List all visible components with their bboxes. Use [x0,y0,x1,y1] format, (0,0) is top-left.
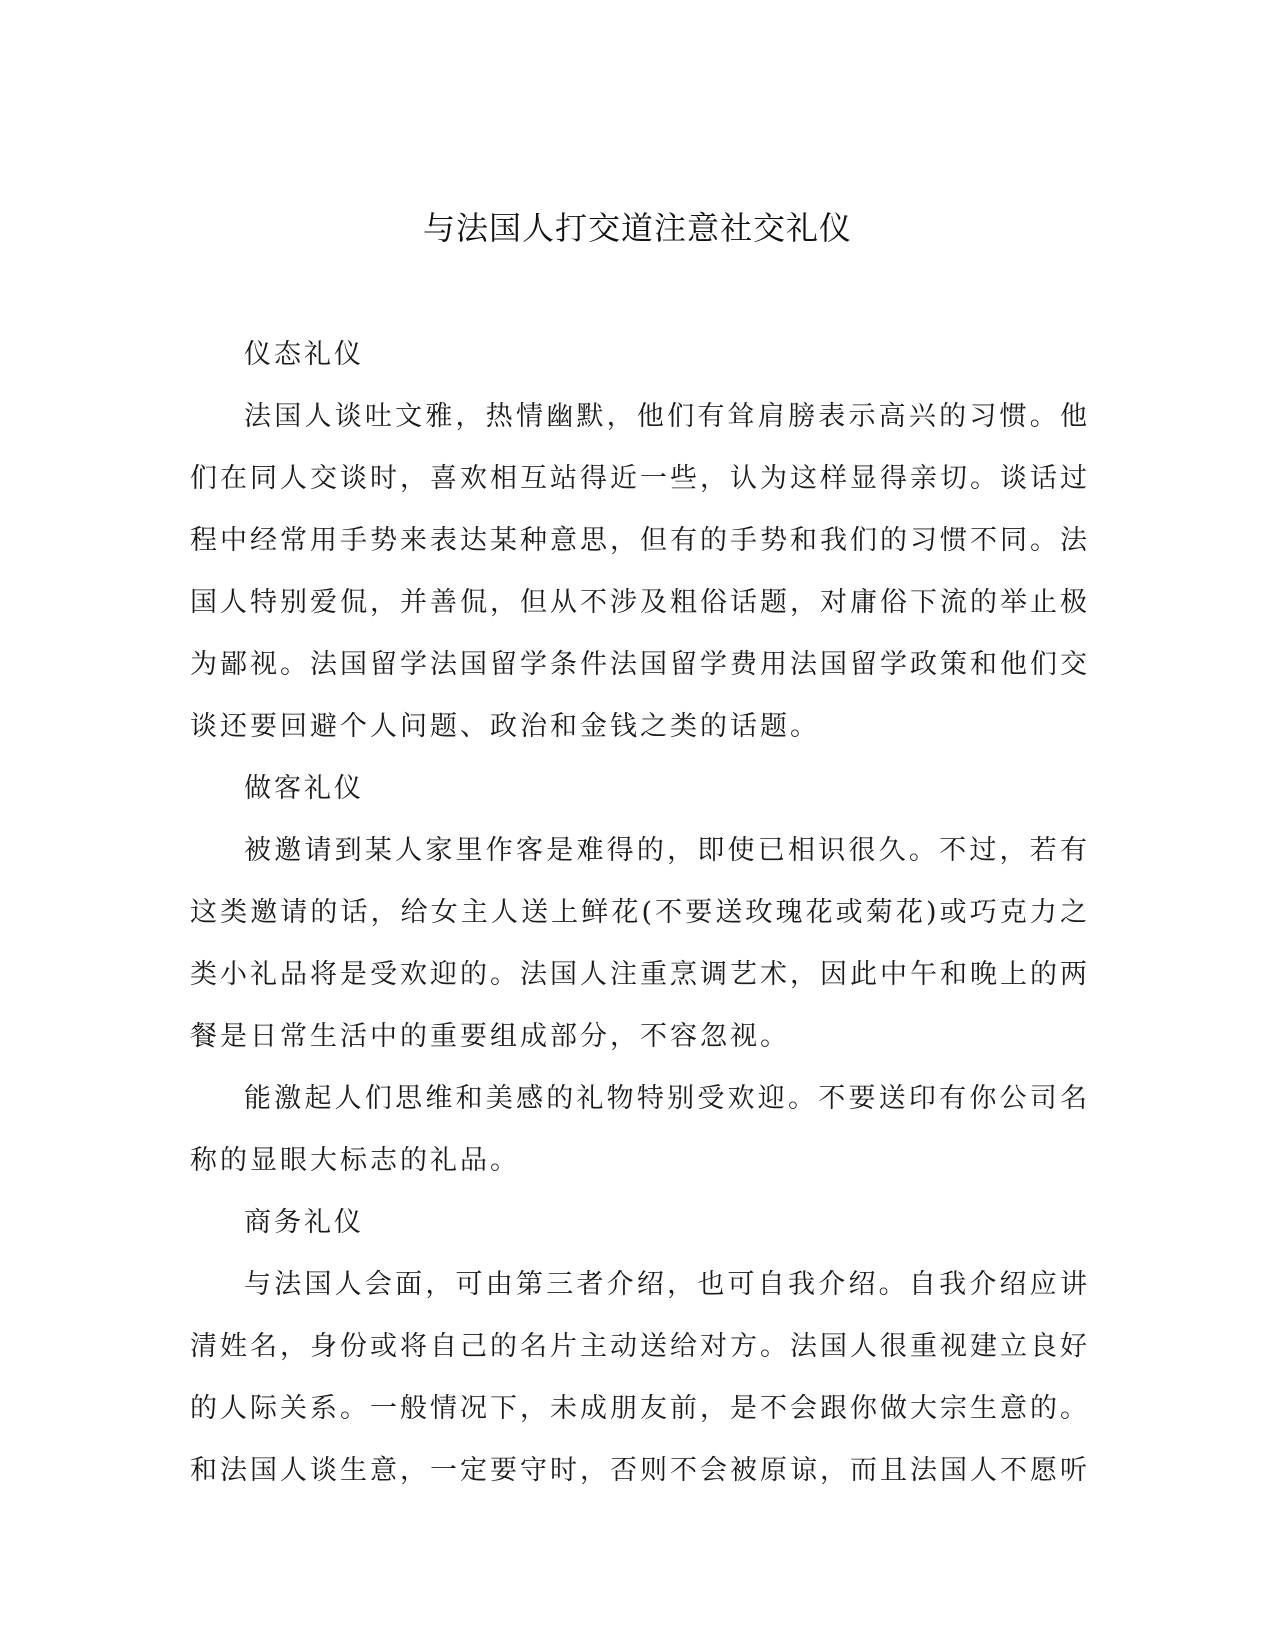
paragraph-business: 与法国人会面，可由第三者介绍，也可自我介绍。自我介绍应讲清姓名，身份或将自己的名片主动送给对方。法国人很重视建立良好的人际关系。一般情况下，未成朋友前，是不会跟你做大宗生意的。和法国人谈生意，一定要守时，否则不会被原谅，而且法国人不愿听 [190,1269,1090,1486]
document-title: 与法国人打交道注意社交礼仪 [422,209,852,247]
document-body [190,324,1090,1502]
section-heading-visiting: 做客礼仪 [244,773,364,804]
section-heading-business: 商务礼仪 [244,1207,364,1238]
paragraph-visiting: 被邀请到某人家里作客是难得的，即使已相识很久。不过，若有这类邀请的话，给女主人送上鲜花(不要送玫瑰花或菊花)或巧克力之类小礼品将是受欢迎的。法国人注重烹调艺术，因此中午和晚上的两餐是日常生活中的重要组成部分，不容忽视。 [190,835,1090,1052]
paragraph-gifts: 能激起人们思维和美感的礼物特别受欢迎。不要送印有你公司名称的显眼大标志的礼品。 [190,1083,1090,1176]
section-heading-demeanor: 仪态礼仪 [244,339,364,370]
paragraph-demeanor: 法国人谈吐文雅，热情幽默，他们有耸肩膀表示高兴的习惯。他们在同人交谈时，喜欢相互站得近一些，认为这样显得亲切。谈话过程中经常用手势来表达某种意思，但有的手势和我们的习惯不同。法国人特别爱侃，并善侃，但从不涉及粗俗话题，对庸俗下流的举止极为鄙视。法国留学法国留学条件法国留学费用法国留学政策和他们交谈还要回避个人问题、政治和金钱之类的话题。 [190,401,1090,742]
